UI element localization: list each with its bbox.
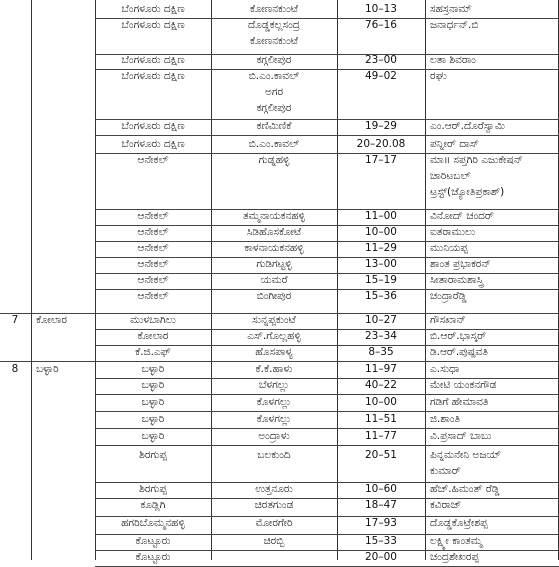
village-name: ಕಗ್ಗಲೀಪುರ — [256, 54, 292, 66]
land-extent: 15–33 — [365, 535, 397, 547]
village-name: ದೊಡ್ಡಕಲ್ಲಸಂದ್ರ — [247, 19, 301, 31]
village-name: ಕೊಳಗಲ್ಲು — [256, 396, 292, 408]
village-name: ಸುನ್ನಪ್ಪಕುಂಟೆ — [252, 314, 296, 326]
land-extent: 76–16 — [365, 19, 397, 31]
village-name: ಸಿಡಿಹೊಸಕೋಟೆ — [246, 226, 302, 238]
allottee-name: ವಿ.ಪ್ರಸಾದ್ ಬಾಬು — [430, 430, 492, 442]
taluk-name: ಬಳ್ಳಾರಿ — [141, 396, 165, 408]
row-divider — [95, 445, 559, 446]
allottee-name: ಸೀತಾರಾಮಶಾಸ್ತ್ರಿ — [430, 274, 484, 286]
allottee-name: ಮುನಿಯಪ್ಪ — [430, 242, 468, 254]
taluk-name: ಹಗರಿಬೊಮ್ಮನಹಳ್ಳಿ — [121, 517, 185, 529]
allottee-name: ಐತರಾಮುಲು — [430, 226, 476, 238]
land-extent: 11–77 — [365, 430, 397, 442]
taluk-name: ಆನೇಕಲ್ — [137, 210, 169, 222]
land-extent: 8–35 — [368, 346, 394, 358]
land-extent: 10–27 — [365, 314, 397, 326]
land-extent: 17–93 — [365, 517, 397, 529]
district-name: ಬಳ್ಳಾರಿ — [36, 363, 59, 375]
village-name: ಎಸ್.ಗೊಲ್ಲಹಳ್ಳಿ — [247, 330, 301, 342]
taluk-name: ಬೆಂಗಳೂರು ದಕ್ಷಿಣ — [121, 138, 185, 150]
taluk-name: ಬಳ್ಳಾರಿ — [141, 363, 165, 375]
allottee-name: ಶಾಂತ ಪ್ರಭಾಕರನ್ — [430, 258, 491, 270]
village-name: ಚಿರಬ್ಬಿ — [263, 535, 285, 547]
taluk-name: ಆನೇಕಲ್ — [137, 242, 169, 254]
village-name: ಕೋಣನಕುಂಟೆ — [249, 3, 299, 15]
taluk-name: ಆನೇಕಲ್ — [137, 290, 169, 302]
land-extent: 23–00 — [365, 54, 397, 66]
land-extent: 17–17 — [365, 154, 397, 166]
village-name: ಬಲಕುಂದಿ — [257, 449, 291, 461]
land-extent: 11–97 — [365, 363, 397, 375]
taluk-name: ಬೆಂಗಳೂರು ದಕ್ಷಿಣ — [121, 54, 185, 66]
land-extent: 20–51 — [365, 449, 397, 461]
allottee-name: ರಘು — [430, 70, 447, 82]
land-extent: 23–34 — [365, 330, 397, 342]
allottee-name: ಮೇಟಿ ಯಂಕನಗೌಡ — [430, 379, 497, 391]
taluk-name: ಕೊಟ್ಟೂರು — [135, 551, 171, 563]
column-divider — [31, 0, 32, 560]
village-name: ಕೋಣನಕುಂಟೆ — [249, 35, 299, 47]
taluk-name: ಕೂಡ್ಲಿಗಿ — [140, 499, 166, 511]
taluk-name: ಶಿರಗುಪ್ಪ — [139, 483, 167, 495]
taluk-name: ಬೆಂಗಳೂರು ದಕ್ಷಿಣ — [121, 19, 185, 31]
allottee-name: ಲತಾ ಶಿವರಾಂ — [430, 54, 476, 66]
allottee-name: ಗೌಸಖಾನ್ — [430, 314, 466, 326]
allottee-name: ಡಿ.ಆರ್.ಪುಷ್ಪವತಿ — [430, 346, 488, 358]
allottee-name: ಜನಾರ್ಧನ್.ಬಿ — [430, 19, 479, 31]
village-name: ಕಣಿಮಿಣಿಕೆ — [256, 120, 292, 132]
land-extent: 20–00 — [365, 551, 397, 563]
land-extent: 10–13 — [365, 3, 397, 15]
taluk-name: ಬಳ್ಳಾರಿ — [141, 413, 165, 425]
taluk-name: ಮುಳಬಾಗಿಲು — [130, 314, 176, 326]
taluk-name: ಕೆ.ಜಿ.ಎಫ್ — [135, 346, 171, 358]
sl-number: 7 — [11, 314, 19, 326]
allottee-name: ಪಿನ್ನಮನೇನಿ ಅಜಯ್ — [430, 449, 502, 461]
land-extent: 11–29 — [365, 242, 397, 254]
taluk-name: ಆನೇಕಲ್ — [137, 274, 169, 286]
taluk-name: ಕೊಟ್ಟೂರು — [135, 535, 171, 547]
land-extent: 11–51 — [365, 413, 397, 425]
allottee-name: ಲಕ್ಷ್ಮೀ ಕಾಂತಮ್ಮ — [430, 535, 483, 547]
allottee-name: ಬಿ.ಆರ್.ಭಾಸ್ಕರ್ — [430, 330, 487, 342]
village-name: ಮೋರಗೇರಿ — [255, 517, 293, 529]
village-name: ಕೊಳಗಲ್ಲು — [256, 413, 292, 425]
allottee-name: ಸಹಸ್ರನಾಮ್ — [430, 3, 472, 15]
village-name: ಅಗರ — [264, 86, 284, 98]
allottee-name: ಪನ್ನೀರ್ ದಾಸ್ — [430, 138, 479, 150]
village-name: ಗುಡ್ನಹಳ್ಳಿ — [258, 154, 290, 166]
allottee-name: ಎ.ಸುಧಾ — [430, 363, 460, 375]
village-name: ಯಮರೆ — [260, 274, 288, 286]
row-divider — [95, 135, 559, 136]
village-name: ಅಂದ್ರಾಳು — [258, 430, 290, 442]
sl-number: 8 — [11, 363, 19, 375]
allottee-name: ಕವಿರಾಜ್ — [430, 499, 462, 511]
taluk-name: ಆನೇಕಲ್ — [137, 258, 169, 270]
land-extent: 40–22 — [365, 379, 397, 391]
allottee-name: ಎಂ.ಆರ್.ದೊರೆಸ್ವಾಮಿ — [430, 120, 506, 132]
taluk-name: ಬೆಂಗಳೂರು ದಕ್ಷಿಣ — [121, 120, 185, 132]
allottee-name: ದೊಡ್ಡಕೊಟ್ರೇಶಪ್ಪ — [430, 517, 488, 529]
allottee-name: ಚಾರಿಟಬಲ್ — [430, 170, 471, 182]
land-extent: 10–00 — [365, 226, 397, 238]
allottee-name: ಟ್ರಸ್ಟ್(ಜ್ಯೋತಿಪ್ರಕಾಶ್) — [430, 186, 505, 198]
taluk-name: ಆನೇಕಲ್ — [137, 154, 169, 166]
village-name: ಉತ್ತನೂರು — [255, 483, 293, 495]
village-name: ತಮ್ಮನಾಯಕನಹಳ್ಳಿ — [243, 210, 305, 222]
district-name: ಕೋಲಾರ — [36, 314, 67, 326]
village-name: ಬಿ.ಎಂ.ಕಾವಲ್ — [248, 138, 300, 150]
allottee-name: ಜಿ.ಶಾಂತಿ — [430, 413, 461, 425]
land-extent: 20–20.08 — [356, 138, 406, 150]
taluk-name: ಶಿರಗುಪ್ಪ — [139, 449, 167, 461]
village-name: ಕಗ್ಗಲೀಪುರ — [256, 102, 292, 114]
land-extent: 19–29 — [365, 120, 397, 132]
land-extent: 11–00 — [365, 210, 397, 222]
village-name: ಹೊಸಪಾಳ್ಯ — [255, 346, 293, 358]
taluk-name: ಕೋಲಾರ — [137, 330, 169, 342]
village-name: ಕೆ.ಕೆ.ಹಾಳು — [255, 363, 293, 375]
village-name: ಬೆಳಗಲ್ಲು — [258, 379, 290, 391]
allottee-name: ವಿನೋದ್ ಚಂದರ್ — [430, 210, 494, 222]
village-name: ಕಾಳನಾಯಕನಹಳ್ಳಿ — [244, 242, 304, 254]
village-name: ಬಿಂಗೀಪುರ — [256, 290, 292, 302]
taluk-name: ಬೆಂಗಳೂರು ದಕ್ಷಿಣ — [121, 3, 185, 15]
land-extent: 10–00 — [365, 396, 397, 408]
land-extent: 15–19 — [365, 274, 397, 286]
land-extent: 10–60 — [365, 483, 397, 495]
allottee-name: ಮಾ॥ ಸಪ್ತಗಿರಿ ಎಜುಕೇಷನ್ — [430, 154, 523, 166]
allottee-name: ಚಂದ್ರಾರೆಡ್ಡಿ — [430, 290, 467, 302]
allottee-name: ಹೆಚ್.ಹಿಮಂತ್ ರೆಡ್ಡಿ — [430, 483, 500, 495]
village-name: ಗುಡಿಗಟ್ಟಳ್ಳಿ — [256, 258, 292, 270]
allottee-name: ಗಡಿಗೆ ಹೇಮಾವತಿ — [430, 396, 489, 408]
land-extent: 18–47 — [365, 499, 397, 511]
land-extent: 49–02 — [365, 70, 397, 82]
land-extent: 13–00 — [365, 258, 397, 270]
land-extent: 15–36 — [365, 290, 397, 302]
taluk-name: ಆನೇಕಲ್ — [137, 226, 169, 238]
allottee-name: ಚಂದ್ರಶೇಖರಪ್ಪ — [430, 551, 480, 563]
taluk-name: ಬಳ್ಳಾರಿ — [141, 379, 165, 391]
village-name: ಚಿರತಗುಂಡ — [254, 499, 294, 511]
taluk-name: ಬಳ್ಳಾರಿ — [141, 430, 165, 442]
village-name: ಬಿ.ಎಂ.ಕಾವಲ್ — [248, 70, 300, 82]
taluk-name: ಬೆಂಗಳೂರು ದಕ್ಷಿಣ — [121, 70, 185, 82]
allottee-name: ಕುಮಾರ್ — [430, 465, 461, 477]
